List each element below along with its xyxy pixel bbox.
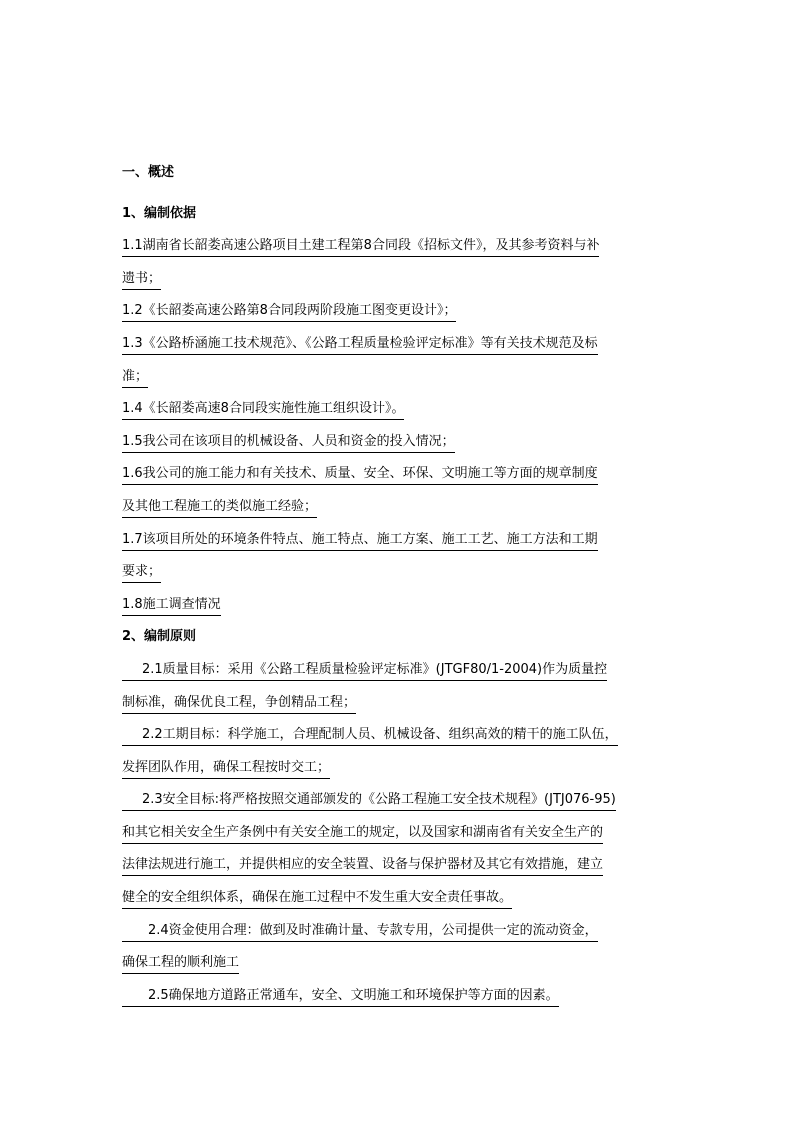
heading-compile-basis	[122, 198, 677, 231]
paragraph-line	[122, 230, 677, 263]
document-body	[122, 157, 677, 1012]
paragraph-line-text: 1.5我公司在该项目的机械设备、人员和资金的投入情况；	[122, 433, 455, 453]
paragraph-line	[122, 654, 677, 687]
paragraph-line-text: 1.2《长韶娄高速公路第8合同段两阶段施工图变更设计》；	[122, 302, 456, 322]
paragraph-line-text: 2.1质量目标：采用《公路工程质量检验评定标准》(JTGF80/1-2004)作为质量控	[122, 661, 607, 681]
heading-compile-basis-text: 1、编制依据	[122, 205, 197, 221]
paragraph-line-text: 1.3《公路桥涵施工技术规范》、《公路工程质量检验评定标准》等有关技术规范及标	[122, 335, 598, 355]
paragraph-line-text: 发挥团队作用，确保工程按时交工；	[122, 759, 330, 779]
paragraph-line	[122, 589, 677, 622]
section-title	[122, 157, 677, 190]
paragraph-line	[122, 458, 677, 491]
paragraph-line	[122, 784, 677, 817]
paragraph-line	[122, 687, 677, 720]
paragraph-line	[122, 556, 677, 589]
paragraph-line-text: 2.5确保地方道路正常通车，安全、文明施工和环境保护等方面的因素。	[122, 987, 559, 1007]
paragraph-line-text: 和其它相关安全生产条例中有关安全施工的规定，以及国家和湖南省有关安全生产的	[122, 824, 603, 844]
paragraph-line	[122, 393, 677, 426]
paragraph-line-text: 1.4《长韶娄高速8合同段实施性施工组织设计》。	[122, 400, 404, 420]
paragraph-line-text: 及其他工程施工的类似施工经验；	[122, 498, 317, 518]
paragraph-line-text: 遗书；	[122, 270, 161, 290]
paragraph-line-text: 1.1湖南省长韶娄高速公路项目土建工程第8合同段《招标文件》，及其参考资料与补	[122, 237, 599, 257]
paragraph-line-text: 1.6我公司的施工能力和有关技术、质量、安全、环保、文明施工等方面的规章制度	[122, 465, 598, 485]
paragraph-line	[122, 882, 677, 915]
paragraph-line	[122, 524, 677, 557]
paragraph-line	[122, 295, 677, 328]
paragraph-line	[122, 361, 677, 394]
paragraph-line-text: 2.2工期目标：科学施工，合理配制人员、机械设备、组织高效的精干的施工队伍，	[122, 726, 618, 746]
paragraph-line-text: 1.8施工调查情况	[122, 596, 221, 616]
paragraph-line-text: 法律法规进行施工，并提供相应的安全装置、设备与保护器材及其它有效措施，建立	[122, 856, 603, 876]
paragraph-line-text: 要求；	[122, 563, 161, 583]
paragraph-line	[122, 752, 677, 785]
paragraph-line	[122, 491, 677, 524]
paragraph-line	[122, 263, 677, 296]
paragraph-line-text: 制标准，确保优良工程，争创精品工程；	[122, 694, 356, 714]
paragraph-line	[122, 849, 677, 882]
paragraph-line	[122, 980, 677, 1013]
paragraph-line	[122, 719, 677, 752]
paragraph-line	[122, 947, 677, 980]
paragraph-line	[122, 915, 677, 948]
paragraph-line-text: 2.3安全目标:将严格按照交通部颁发的《公路工程施工安全技术规程》(JTJ076-95)	[122, 791, 616, 811]
heading-compile-principles	[122, 621, 677, 654]
heading-compile-principles-text: 2、编制原则	[122, 629, 197, 645]
paragraph-line-text: 健全的安全组织体系，确保在施工过程中不发生重大安全责任事故。	[122, 889, 512, 909]
paragraph-line	[122, 328, 677, 361]
section-title-text: 一、概述	[122, 165, 175, 180]
paragraph-line-text: 2.4资金使用合理：做到及时准确计量、专款专用，公司提供一定的流动资金，	[122, 922, 598, 942]
paragraph-line-text: 准；	[122, 368, 148, 388]
paragraph-line	[122, 426, 677, 459]
paragraph-line-text: 确保工程的顺利施工	[122, 954, 239, 974]
paragraph-line-text: 1.7该项目所处的环境条件特点、施工特点、施工方案、施工工艺、施工方法和工期	[122, 531, 598, 551]
paragraph-line	[122, 817, 677, 850]
